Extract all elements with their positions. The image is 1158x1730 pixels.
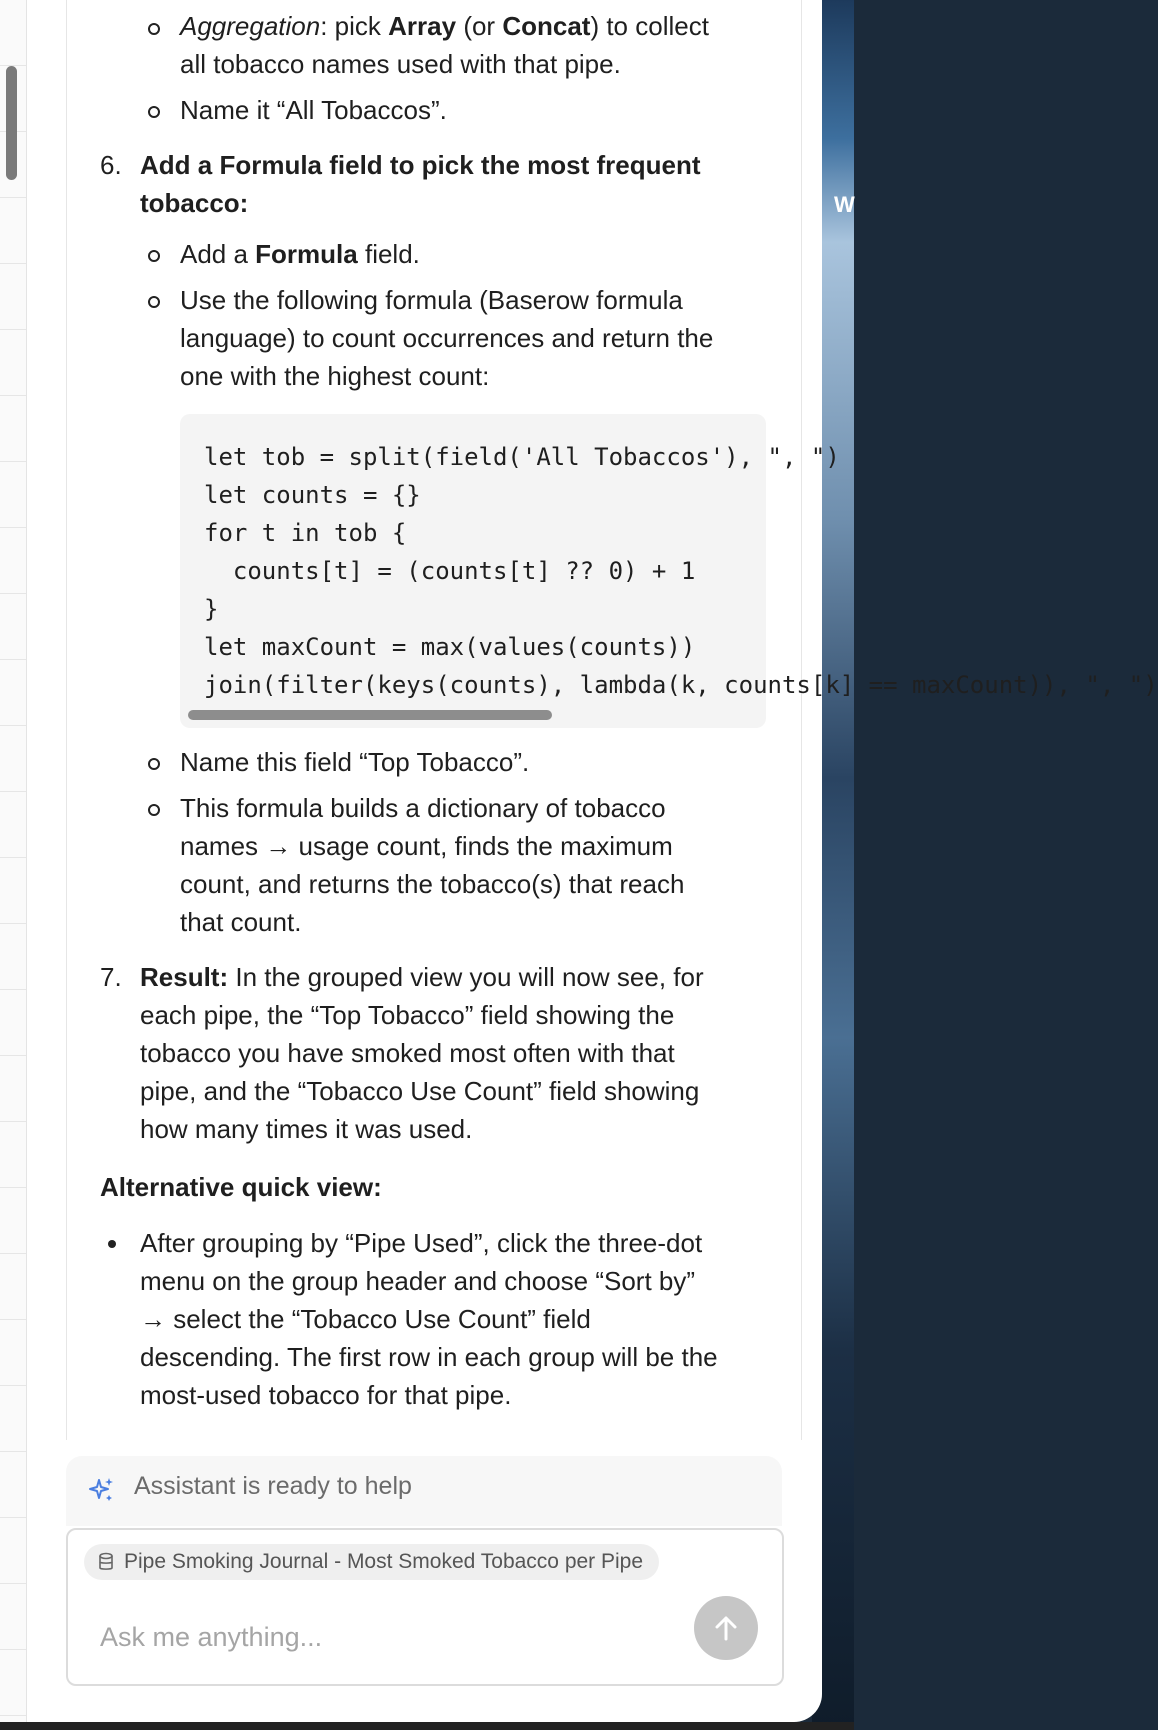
text: descending. The first row in each group will be the [140,1342,718,1372]
sub-bullet [148,23,160,35]
text: menu on the group header and choose “Sort by” [140,1266,696,1296]
list-item-name-all: Name it “All Tobaccos”. [180,95,447,125]
text: → select the “Tobacco Use Count” field [140,1304,591,1334]
code-block[interactable] [180,414,1158,728]
assistant-status [66,1456,782,1526]
text: In the grouped view you will now see, for [228,962,704,992]
text: Use the following formula (Baserow formula [180,285,683,315]
list-item-aggregation [180,7,709,83]
bullet [108,1240,116,1248]
aggregation-term: Aggregation [180,11,321,41]
text: This formula builds a dictionary of tobacco [180,793,666,823]
text: how many times it was used. [140,1114,473,1144]
text: field. [357,239,420,269]
text: that count. [180,907,302,937]
concat-term: Concat [502,11,591,41]
step6-title [140,146,701,222]
text: names → usage count, finds the maximum [180,831,673,861]
text: each pipe, the “Top Tobacco” field showing the [140,1000,675,1030]
grid-scrollbar[interactable] [6,66,17,180]
sub-bullet [148,758,160,770]
text: (or [456,11,503,41]
wallpaper-text: W [834,192,855,217]
text: one with the highest count: [180,361,490,391]
alt-heading: Alternative quick view: [100,1172,382,1202]
text: most-used tobacco for that pipe. [140,1380,512,1410]
formula-term: Formula [255,239,358,269]
grid-view-edge [0,0,27,1722]
text: Add a Formula field to pick the most frequent [140,150,701,180]
step-number: 7. [100,962,122,992]
message-composer[interactable] [66,1528,784,1686]
sub-bullet [148,250,160,262]
message-input[interactable]: Ask me anything... [100,1622,323,1652]
sparkle-icon [88,1476,116,1504]
list-item-name-top: Name this field “Top Tobacco”. [180,747,530,777]
sub-bullet [148,296,160,308]
context-chip-label: Pipe Smoking Journal - Most Smoked Tobacco per Pipe [124,1550,644,1573]
step-number: 6. [100,150,122,180]
text: pipe, and the “Tobacco Use Count” field showing [140,1076,700,1106]
code-scrollbar[interactable] [188,710,552,720]
text: tobacco you have smoked most often with that [140,1038,675,1068]
status-text: Assistant is ready to help [134,1472,412,1500]
text: After grouping by “Pipe Used”, click the three-dot [140,1228,703,1258]
text: language) to count occurrences and return the [180,323,714,353]
sub-bullet [148,106,160,118]
result-label: Result: [140,962,229,992]
array-term: Array [388,11,457,41]
context-chip[interactable] [84,1544,659,1580]
text: tobacco: [140,188,249,218]
code-text: let tob = split(field('All Tobaccos'), ", ") let counts = {} for t in tob { counts[t] = (counts[t] ?? 0) + 1 } let maxCount = max(values(counts)) join(filter(keys(counts), lambda(k, counts[k] == maxCount)), ", ") [204,443,1158,699]
list-item-alt [140,1224,718,1414]
text: ) to collect [590,11,709,41]
list-item-explain [180,789,684,941]
text: Add a [180,239,256,269]
text: all tobacco names used with that pipe. [180,49,621,79]
database-icon [98,1552,114,1572]
list-item-add-formula [180,235,420,273]
send-button[interactable] [694,1596,758,1660]
sub-bullet [148,804,160,816]
arrow-up-icon [711,1613,741,1643]
text: count, and returns the tobacco(s) that reach [180,869,685,899]
step7-result [140,958,704,1148]
text: : pick [320,11,389,41]
list-item-use-formula [180,281,713,395]
taskbar-strip [0,1722,854,1730]
